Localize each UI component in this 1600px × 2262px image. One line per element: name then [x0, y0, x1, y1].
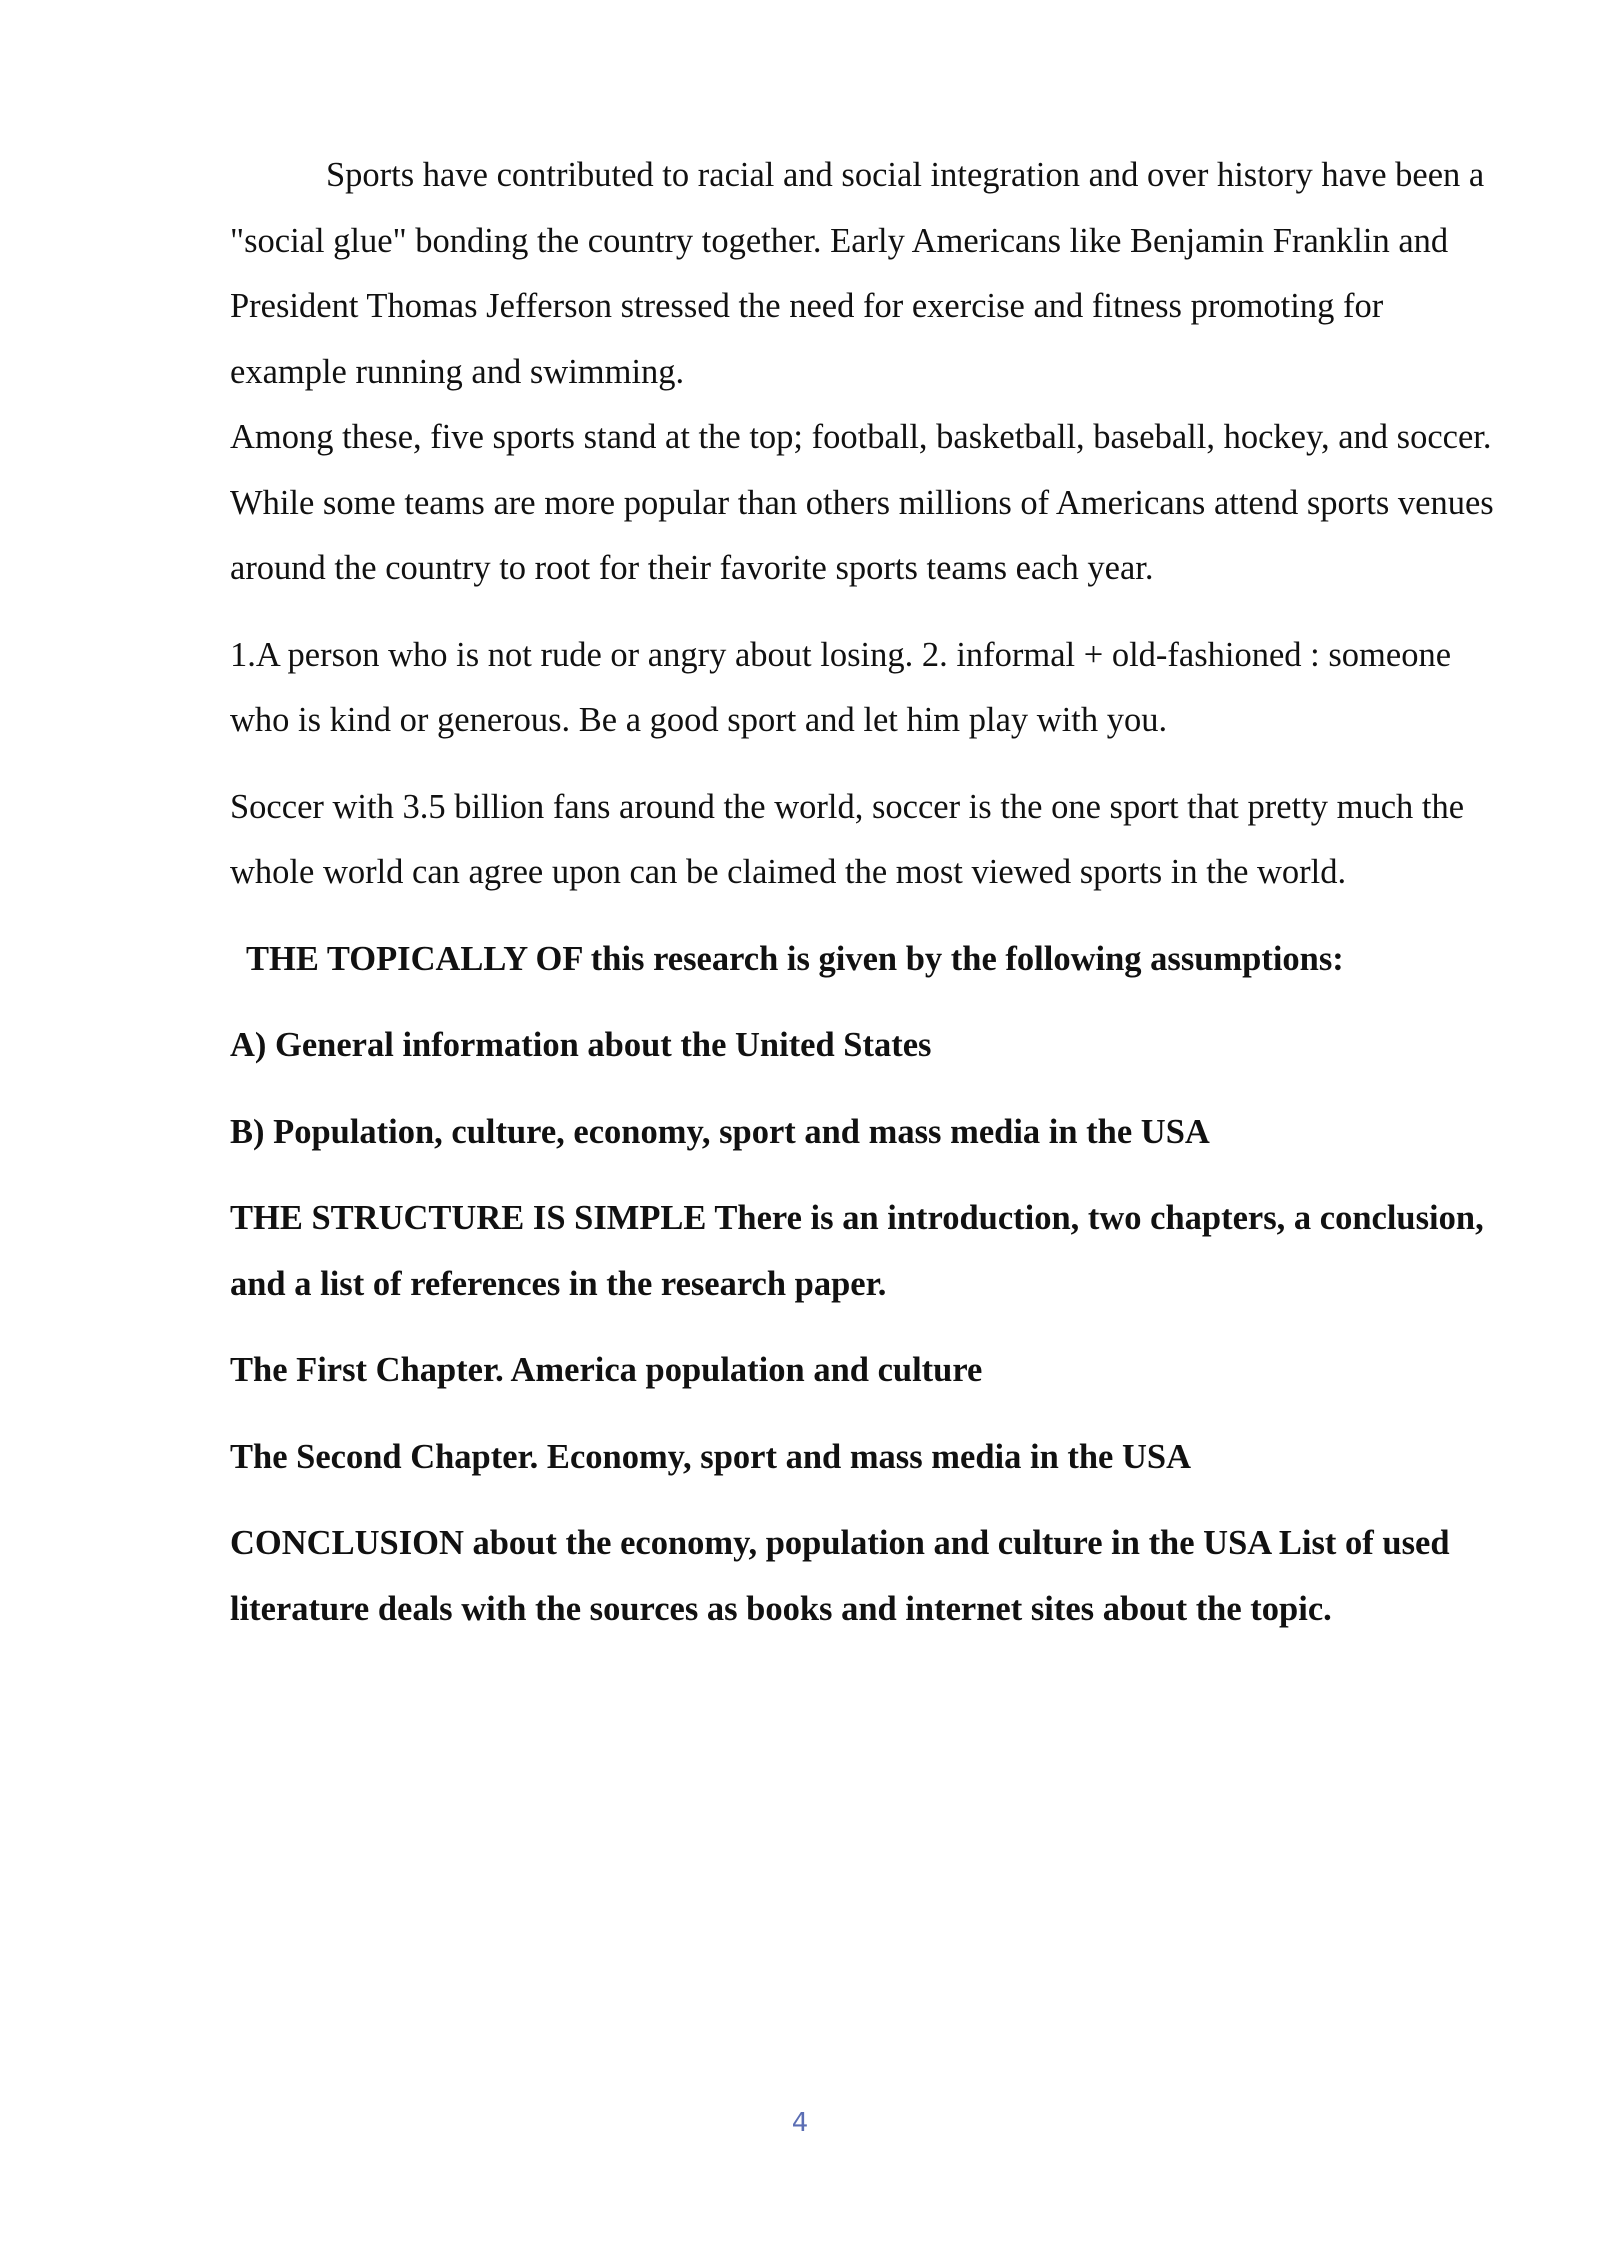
chapter-two: The Second Chapter. Economy, sport and mass media in the USA — [230, 1437, 1192, 1476]
document-body — [230, 143, 1495, 1642]
paragraph-soccer: Soccer with 3.5 billion fans around the world, soccer is the one sport that pretty much the whole world can agree upon can be claimed the most viewed sports in the world. — [230, 787, 1465, 891]
structure-paragraph: THE STRUCTURE IS SIMPLE There is an introduction, two chapters, a conclusion, and a list of references in the research paper. — [230, 1199, 1484, 1303]
assumption-b: B) Population, culture, economy, sport and mass media in the USA — [230, 1112, 1210, 1151]
paragraph-good-sport-definition: 1.A person who is not rude or angry about losing. 2. informal + old-fashioned : someone who is kind or generous. Be a good sport and let him play with you. — [230, 635, 1452, 739]
topicality-heading: THE TOPICALLY OF this research is given by the following assumptions: — [246, 939, 1344, 978]
paragraph-five-sports: Among these, five sports stand at the top; football, basketball, baseball, hockey, and soccer. While some teams are more popular than others millions of Americans attend sports venues around the country to root for their favorite sports teams each year. — [230, 418, 1494, 587]
chapter-one: The First Chapter. America population and culture — [230, 1351, 983, 1389]
conclusion-paragraph: CONCLUSION about the economy, population and culture in the USA List of used literature deals with the sources as books and internet sites about the topic. — [230, 1524, 1450, 1628]
assumption-a: A) General information about the United States — [230, 1026, 932, 1064]
page-number: 4 — [791, 2108, 809, 2138]
paragraph-sports-integration: Sports have contributed to racial and social integration and over history have been a "social glue" bonding the country together. Early Americans like Benjamin Franklin and President Thomas Jefferson stressed the need for exercise and fitness promoting for example running and swimming. — [230, 156, 1485, 391]
